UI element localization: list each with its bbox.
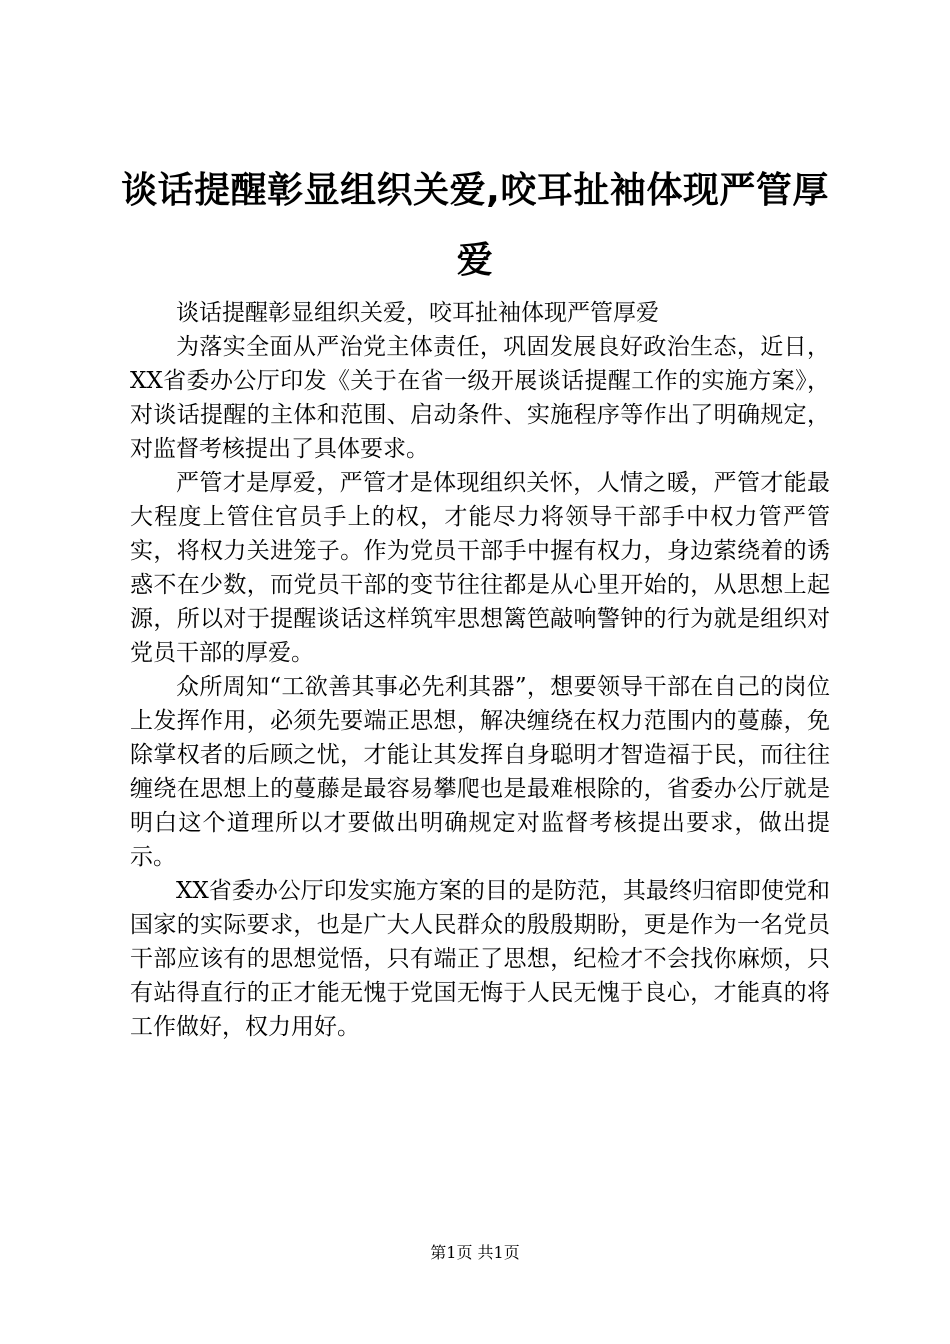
page-footer: 第1页 共1页 <box>430 1243 520 1262</box>
paragraph: XX省委办公厅印发实施方案的目的是防范，其最终归宿即使党和国家的实际要求，也是广大人民群众的殷殷期盼，更是作为一名党员干部应该有的思想觉悟，只有端正了思想，纪检才不会找你麻烦，只有站得直行的正才能无愧于党国无悔于人民无愧于良心，才能真的将工作做好，权力用好。 <box>130 878 830 1040</box>
paragraph: 众所周知“工欲善其事必先利其器”，想要领导干部在自己的岗位上发挥作用，必须先要端正思想，解决缠绕在权力范围内的蔓藤，免除掌权者的后顾之忧，才能让其发挥自身聪明才智造福于民，而往往缠绕在思想上的蔓藤是最容易攀爬也是最难根除的，省委办公厅就是明白这个道理所以才要做出明确规定对监督考核提出要求，做出提示。 <box>130 674 830 870</box>
document-title: 谈话提醒彰显组织关爱,咬耳扯袖体现严管厚爱 <box>121 170 829 281</box>
paragraph: 为落实全面从严治党主体责任，巩固发展良好政治生态，近日，XX省委办公厅印发《关于在省一级开展谈话提醒工作的实施方案》，对谈话提醒的主体和范围、启动条件、实施程序等作出了明确规定，对监督考核提出了具体要求。 <box>130 334 830 462</box>
document-body <box>130 296 830 1044</box>
paragraph: 严管才是厚爱，严管才是体现组织关怀，人情之暖，严管才能最大程度上管住官员手上的权，才能尽力将领导干部手中权力管严管实，将权力关进笼子。作为党员干部手中握有权力，身边萦绕着的诱惑不在少数，而党员干部的变节往往都是从心里开始的，从思想上起源，所以对于提醒谈话这样筑牢思想篱笆敲响警钟的行为就是组织对党员干部的厚爱。 <box>130 470 830 666</box>
paragraph-subtitle: 谈话提醒彰显组织关爱，咬耳扯袖体现严管厚爱 <box>176 300 659 326</box>
